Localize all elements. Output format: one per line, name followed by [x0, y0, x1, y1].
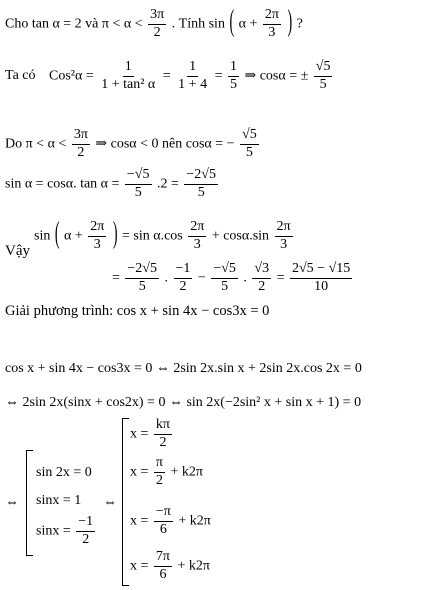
x-equals: x = [130, 558, 149, 574]
fraction-neg-sqrt5-over-5: $\frac{-√5}{5}$ [126, 167, 150, 200]
equals-sign: = [162, 68, 171, 84]
equals-sign: = [112, 270, 120, 286]
inner-alpha-plus: α + [64, 228, 83, 244]
fraction-2pi-over-3: $\frac{2\pi}{3}$ [90, 219, 105, 252]
problem-1-mid: . Tính sin [171, 16, 225, 32]
left-paren: ( [54, 218, 60, 252]
fraction-3pi-over-2: $\frac{3\pi}{2}$ [150, 7, 165, 40]
equiv-symbol-left: ⇔ [5, 495, 19, 510]
x-equals: x = [130, 426, 149, 442]
fraction-neg-2sqrt5-over-5: $\frac{-2√5}{5}$ [127, 261, 157, 294]
fraction-neg1-over-2: $\frac{-1}{2}$ [78, 514, 94, 547]
solution-x-kpi-over-2 [130, 418, 174, 450]
implies-cos-plusminus: ⇒ cosα = ± [244, 68, 309, 84]
sin-label: sin [34, 228, 51, 244]
times-two: .2 = [157, 176, 179, 192]
equals-sign: = [214, 68, 223, 84]
inner-alpha-plus: α + [238, 16, 258, 32]
sin-alpha-prefix: sin α = cosα. tan α = [5, 176, 120, 192]
x-equals: x = [130, 513, 149, 529]
ta-co-label: Ta có [5, 68, 36, 84]
problem-2-statement: Giải phương trình: cos x + sin 4x − cos3x = 0 [5, 303, 270, 319]
fraction-2pi-over-3: $\frac{2\pi}{3}$ [276, 219, 291, 252]
plus-cos-sin: + cosα.sin [211, 228, 270, 244]
fraction-sqrt3-over-2: $\frac{√3}{2}$ [254, 261, 270, 294]
question-mark: ? [296, 16, 303, 32]
left-system-bracket [26, 450, 33, 556]
equals-sin-cos: = sin α.cos [122, 228, 183, 244]
fraction-1-over-5: $\frac{1}{5}$ [229, 59, 237, 92]
equiv-symbol-right: ⇔ [103, 495, 117, 510]
equation-transform-line-2: ⇔ 2sin 2x(sinx + cos2x) = 0 ⇔ sin 2x(−2sin² x + sin x + 1) = 0 [5, 395, 362, 410]
solution-x-pi-over-2 [130, 456, 203, 488]
fraction-final-result: $\frac{2√5 - √15}{10}$ [292, 261, 351, 294]
equals-sign: = [276, 270, 285, 286]
fraction-neg1-over-2: $\frac{-1}{2}$ [175, 261, 191, 294]
right-paren: ) [287, 6, 293, 40]
left-paren: ( [229, 6, 235, 40]
sinx-equals: sinx = [36, 523, 71, 539]
right-paren: ) [112, 218, 118, 252]
fraction-sqrt5-over-5: $\frac{√5}{5}$ [315, 59, 331, 92]
plus-k2pi: + k2π [177, 558, 210, 574]
system-sinx-eq-1: sinx = 1 [36, 493, 82, 508]
equation-transform-line-1: cos x + sin 4x − cos3x = 0 ⇔ 2sin 2x.sin x + 2sin 2x.cos 2x = 0 [5, 361, 362, 376]
fraction-neg-pi-over-6: $\frac{-\pi}{6}$ [155, 504, 171, 537]
fraction-neg-sqrt5-over-5: $\frac{-√5}{5}$ [213, 261, 236, 294]
problem-1-prefix: Cho tan α = 2 và π < α < [5, 16, 143, 32]
result-computation-line [112, 262, 354, 294]
right-system-bracket [122, 418, 129, 586]
fraction-7pi-over-6: $\frac{7\pi}{6}$ [155, 549, 170, 582]
do-prefix: Do π < α < [5, 136, 67, 152]
fraction-neg-2sqrt5-over-5: $\frac{-2√5}{5}$ [186, 167, 216, 200]
system-sin2x-eq-0: sin 2x = 0 [36, 465, 92, 480]
x-equals: x = [130, 464, 149, 480]
fraction-3pi-over-2: $\frac{3\pi}{2}$ [73, 127, 88, 160]
solution-x-7pi-over-6 [130, 550, 210, 582]
fraction-pi-over-2: $\frac{\pi}{2}$ [155, 455, 163, 488]
plus-k2pi: + k2π [170, 464, 203, 480]
fraction-1-over-1-plus-tan2: $\frac{1}{\text{1 + tan² α}}$ [101, 59, 156, 92]
cos-squared-expr: Cos²α = [49, 68, 94, 84]
cos-negative-text: ⇒ cosα < 0 nên cosα = − [95, 136, 235, 152]
problem-1-statement [5, 8, 303, 40]
fraction-1-over-1-plus-4: $\frac{1}{1 + 4}$ [178, 59, 208, 92]
sign-of-cos-line [5, 128, 261, 160]
cos-squared-line [5, 60, 334, 92]
dot: . [243, 270, 247, 286]
minus-sign: − [197, 270, 206, 286]
fraction-2pi-over-3: $\frac{2\pi}{3}$ [264, 7, 279, 40]
vay-label: Vậy [5, 243, 30, 259]
fraction-2pi-over-3: $\frac{2\pi}{3}$ [190, 219, 205, 252]
sin-sum-expansion-line [34, 220, 295, 252]
system-sinx-eq-neg-half [36, 515, 97, 547]
fraction-sqrt5-over-5: $\frac{√5}{5}$ [242, 127, 257, 160]
dot: . [164, 270, 168, 286]
fraction-kpi-over-2: $\frac{k\pi}{2}$ [155, 417, 170, 450]
sin-alpha-line [5, 168, 220, 200]
solution-x-neg-pi-over-6 [130, 505, 211, 537]
plus-k2pi: + k2π [178, 513, 211, 529]
